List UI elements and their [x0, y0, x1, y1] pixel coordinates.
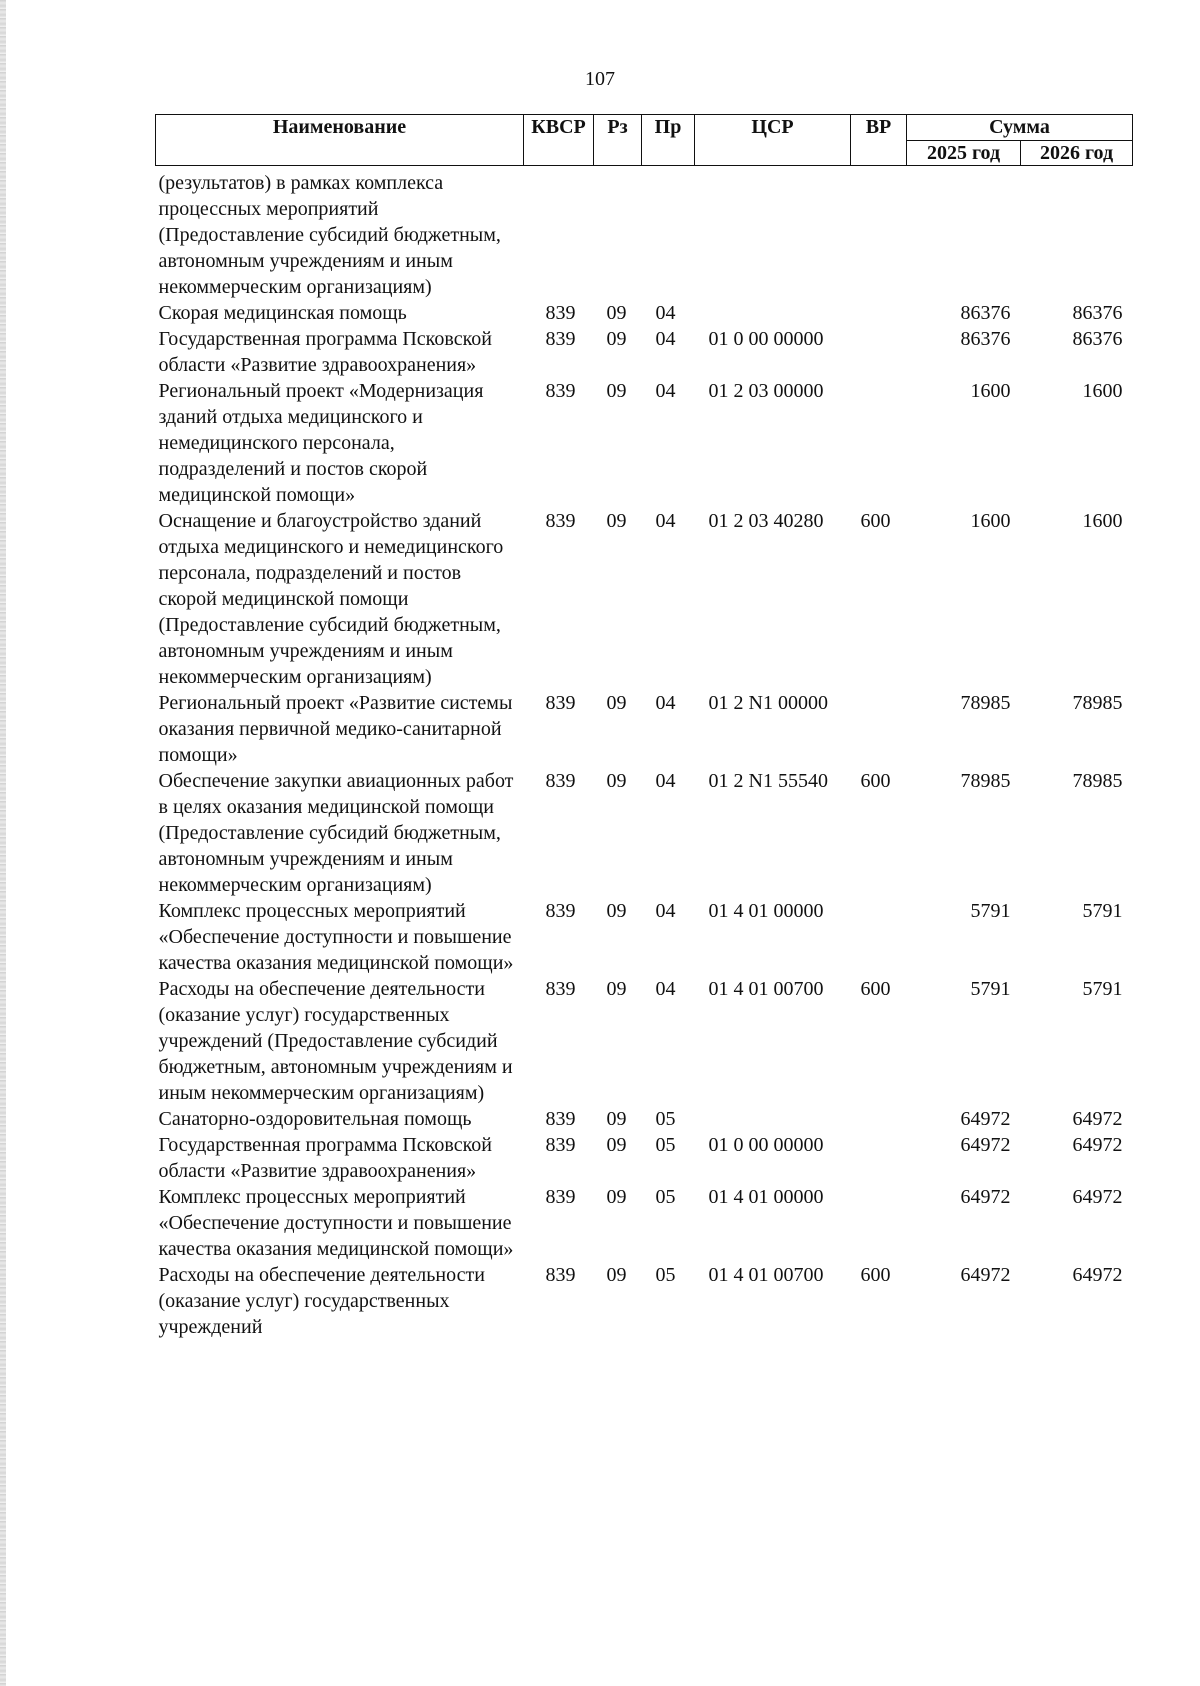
cell-kvsr: 839	[545, 510, 576, 532]
cell-csr	[695, 300, 851, 326]
table-body	[156, 166, 1133, 1341]
cell-sum-2026: 78985	[1072, 770, 1123, 792]
cell-pr: 04	[655, 900, 676, 922]
cell-pr: 04	[655, 302, 676, 324]
cell-vr: 600	[860, 510, 891, 532]
cell-name: Расходы на обеспечение деятельности (оказание услуг) государственных учреждений	[158, 1264, 485, 1338]
cell-rz: 09	[606, 510, 627, 532]
page-number: 107	[585, 68, 615, 90]
table-row	[156, 768, 1133, 898]
cell-sum-2025: 64972	[960, 1186, 1011, 1208]
cell-pr: 05	[655, 1264, 676, 1286]
cell-rz: 09	[606, 380, 627, 402]
cell-sum-2025: 5791	[970, 900, 1011, 922]
cell-rz: 09	[606, 1108, 627, 1130]
cell-name: Расходы на обеспечение деятельности (оказание услуг) государственных учреждений (Предоставление субсидий бюджетным, автономным учреждениям и иным некоммерческим организациям)	[158, 978, 513, 1104]
cell-sum-2026: 64972	[1072, 1264, 1123, 1286]
cell-kvsr: 839	[545, 692, 576, 714]
cell-vr	[851, 300, 907, 326]
cell-name: Региональный проект «Модернизация зданий отдыха медицинского и немедицинского персонала, подразделений и постов скорой медицинской помощи»	[158, 380, 484, 506]
cell-name: Государственная программа Псковской области «Развитие здравоохранения»	[158, 328, 492, 376]
cell-name: Региональный проект «Развитие системы оказания первичной медико-санитарной помощи»	[158, 692, 513, 766]
table-row	[156, 1132, 1133, 1184]
cell-csr: 01 0 00 00000	[708, 328, 824, 350]
cell-sum-2025: 1600	[970, 510, 1011, 532]
cell-sum-2025: 64972	[960, 1134, 1011, 1156]
cell-sum-2026: 86376	[1072, 328, 1123, 350]
header-rz: Рз	[594, 115, 642, 166]
cell-sum-2026: 64972	[1072, 1108, 1123, 1130]
cell-rz: 09	[606, 1134, 627, 1156]
table-row	[156, 1106, 1133, 1132]
cell-sum-2026: 5791	[1082, 900, 1123, 922]
cell-csr: 01 2 03 00000	[708, 380, 824, 402]
cell-name: (результатов) в рамках комплекса процессных мероприятий (Предоставление субсидий бюджетным, автономным учреждениям и иным некоммерческим организациям)	[158, 172, 501, 298]
cell-csr: 01 4 01 00000	[708, 1186, 824, 1208]
cell-sum-2025: 1600	[970, 380, 1011, 402]
cell-csr: 01 2 N1 55540	[708, 770, 828, 792]
cell-vr: 600	[860, 978, 891, 1000]
cell-kvsr: 839	[545, 1264, 576, 1286]
table-row	[156, 976, 1133, 1106]
cell-pr: 04	[655, 380, 676, 402]
cell-vr: 600	[860, 1264, 891, 1286]
cell-rz: 09	[606, 900, 627, 922]
table-row	[156, 166, 1133, 301]
cell-vr	[851, 898, 907, 976]
cell-csr: 01 0 00 00000	[708, 1134, 824, 1156]
cell-kvsr: 839	[545, 1134, 576, 1156]
cell-name: Обеспечение закупки авиационных работ в целях оказания медицинской помощи (Предоставление субсидий бюджетным, автономным учреждениям и иным некоммерческим организациям)	[158, 770, 514, 896]
cell-sum-2025: 78985	[960, 692, 1011, 714]
cell-rz: 09	[606, 770, 627, 792]
cell-kvsr: 839	[545, 1186, 576, 1208]
cell-csr: 01 4 01 00700	[708, 978, 824, 1000]
cell-vr: 600	[860, 770, 891, 792]
cell-sum-2026: 86376	[1072, 302, 1123, 324]
cell-kvsr: 839	[545, 328, 576, 350]
cell-pr	[642, 166, 695, 301]
cell-kvsr: 839	[545, 302, 576, 324]
cell-vr	[851, 1132, 907, 1184]
cell-sum-2026: 5791	[1082, 978, 1123, 1000]
cell-kvsr: 839	[545, 380, 576, 402]
cell-rz: 09	[606, 328, 627, 350]
cell-vr	[851, 378, 907, 508]
table-row	[156, 690, 1133, 768]
cell-sum-2025	[907, 166, 1021, 301]
header-year-2025: 2025 год	[907, 141, 1021, 166]
cell-kvsr: 839	[545, 770, 576, 792]
cell-name: Комплекс процессных мероприятий «Обеспечение доступности и повышение качества оказания медицинской помощи»	[158, 900, 514, 974]
table-row	[156, 300, 1133, 326]
cell-rz: 09	[606, 302, 627, 324]
table-row	[156, 378, 1133, 508]
header-year-2026: 2026 год	[1021, 141, 1133, 166]
table-row	[156, 1262, 1133, 1340]
cell-rz: 09	[606, 1186, 627, 1208]
cell-sum-2026	[1021, 166, 1133, 301]
cell-name: Комплекс процессных мероприятий «Обеспечение доступности и повышение качества оказания медицинской помощи»	[158, 1186, 514, 1260]
cell-csr: 01 4 01 00000	[708, 900, 824, 922]
cell-kvsr: 839	[545, 1108, 576, 1130]
cell-vr	[851, 1184, 907, 1262]
cell-sum-2026: 78985	[1072, 692, 1123, 714]
table-row	[156, 1184, 1133, 1262]
cell-rz: 09	[606, 692, 627, 714]
cell-pr: 05	[655, 1108, 676, 1130]
cell-kvsr: 839	[545, 978, 576, 1000]
cell-kvsr: 839	[545, 900, 576, 922]
cell-csr	[695, 166, 851, 301]
cell-vr	[851, 1106, 907, 1132]
cell-vr	[851, 690, 907, 768]
cell-pr: 04	[655, 692, 676, 714]
cell-pr: 04	[655, 510, 676, 532]
header-pr: Пр	[642, 115, 695, 166]
cell-rz: 09	[606, 978, 627, 1000]
cell-kvsr	[524, 166, 594, 301]
cell-sum-2026: 1600	[1082, 380, 1123, 402]
cell-sum-2025: 78985	[960, 770, 1011, 792]
cell-name: Государственная программа Псковской области «Развитие здравоохранения»	[158, 1134, 492, 1182]
header-sum: Сумма	[907, 115, 1133, 141]
cell-pr: 04	[655, 770, 676, 792]
table-header	[156, 115, 1133, 166]
cell-name: Санаторно-оздоровительная помощь	[158, 1108, 472, 1130]
cell-sum-2025: 86376	[960, 328, 1011, 350]
header-csr: ЦСР	[695, 115, 851, 166]
cell-pr: 04	[655, 978, 676, 1000]
cell-pr: 05	[655, 1186, 676, 1208]
cell-pr: 05	[655, 1134, 676, 1156]
cell-sum-2025: 86376	[960, 302, 1011, 324]
cell-sum-2025: 64972	[960, 1264, 1011, 1286]
cell-name: Оснащение и благоустройство зданий отдыха медицинского и немедицинского персонала, подразделений и постов скорой медицинской помощи (Предоставление субсидий бюджетным, автономным учреждениям и иным некоммерческим организациям)	[158, 510, 504, 688]
cell-sum-2026: 1600	[1082, 510, 1123, 532]
table-row	[156, 508, 1133, 690]
cell-csr: 01 2 N1 00000	[708, 692, 828, 714]
table-row	[156, 898, 1133, 976]
cell-vr	[851, 326, 907, 378]
cell-name: Скорая медицинская помощь	[158, 302, 407, 324]
header-name: Наименование	[156, 115, 524, 166]
cell-sum-2026: 64972	[1072, 1134, 1123, 1156]
cell-csr	[695, 1106, 851, 1132]
cell-sum-2025: 64972	[960, 1108, 1011, 1130]
cell-vr	[851, 166, 907, 301]
cell-csr: 01 4 01 00700	[708, 1264, 824, 1286]
header-vr: ВР	[851, 115, 907, 166]
cell-rz: 09	[606, 1264, 627, 1286]
cell-pr: 04	[655, 328, 676, 350]
cell-csr: 01 2 03 40280	[708, 510, 824, 532]
table-row	[156, 326, 1133, 378]
budget-table	[155, 114, 1133, 1340]
scan-edge	[0, 0, 6, 1686]
cell-rz	[594, 166, 642, 301]
cell-sum-2025: 5791	[970, 978, 1011, 1000]
header-kvsr: КВСР	[524, 115, 594, 166]
cell-sum-2026: 64972	[1072, 1186, 1123, 1208]
